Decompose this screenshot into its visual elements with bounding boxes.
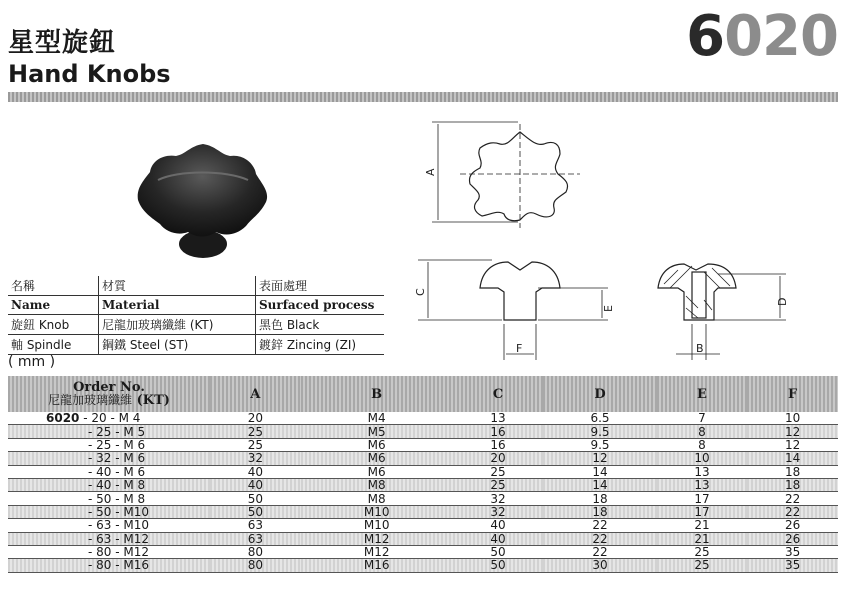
dim-e-cell: 21 bbox=[657, 532, 748, 545]
dim-c-cell: 32 bbox=[453, 505, 544, 518]
col-header-b: B bbox=[301, 376, 453, 412]
dim-b-cell: M8 bbox=[301, 478, 453, 491]
dim-a-cell: 20 bbox=[210, 412, 301, 425]
dim-d-cell: 12 bbox=[543, 452, 656, 465]
table-row bbox=[8, 465, 838, 478]
product-code bbox=[686, 4, 838, 69]
dim-d-cell: 6.5 bbox=[543, 412, 656, 425]
material-cell: 鍍鋅 Zincing (ZI) bbox=[256, 335, 385, 355]
material-header-cell: 表面處理 bbox=[256, 276, 385, 296]
order-suffix: - 40 - M 6 bbox=[88, 464, 146, 479]
material-row bbox=[8, 315, 384, 335]
page-title-cn: 星型旋鈕 bbox=[8, 28, 117, 58]
page-title-en: Hand Knobs bbox=[8, 60, 171, 88]
dim-d-cell: 14 bbox=[543, 465, 656, 478]
knob-photo bbox=[128, 140, 278, 265]
material-header-cell: 材質 bbox=[99, 276, 256, 296]
dim-a-cell: 63 bbox=[210, 532, 301, 545]
dim-e-cell: 25 bbox=[657, 545, 748, 558]
material-cell: 軸 Spindle bbox=[8, 335, 99, 355]
unit-label: ( mm ) bbox=[8, 354, 56, 370]
material-header-cell: Surfaced process bbox=[256, 296, 385, 315]
dim-d-cell: 9.5 bbox=[543, 425, 656, 438]
order-no-cell bbox=[8, 465, 210, 478]
dim-d-cell: 22 bbox=[543, 545, 656, 558]
dim-b-cell: M16 bbox=[301, 559, 453, 572]
order-no-cell bbox=[8, 545, 210, 558]
dim-a-label: A bbox=[424, 168, 437, 176]
table-row bbox=[8, 492, 838, 505]
dim-b-cell: M6 bbox=[301, 438, 453, 451]
col-header-d: D bbox=[543, 376, 656, 412]
dim-c-cell: 40 bbox=[453, 532, 544, 545]
dim-f-cell: 35 bbox=[747, 545, 838, 558]
dim-b-cell: M4 bbox=[301, 412, 453, 425]
order-no-cell bbox=[8, 452, 210, 465]
material-row bbox=[8, 335, 384, 355]
dim-f-cell: 12 bbox=[747, 438, 838, 451]
dim-e-cell: 25 bbox=[657, 559, 748, 572]
dim-e-label: E bbox=[602, 305, 615, 312]
dim-c-cell: 32 bbox=[453, 492, 544, 505]
material-cell: 尼龍加玻璃纖維 (KT) bbox=[99, 315, 256, 335]
technical-drawings bbox=[408, 110, 828, 360]
table-row bbox=[8, 452, 838, 465]
order-no-cell bbox=[8, 492, 210, 505]
material-header-cn bbox=[8, 276, 384, 296]
dim-d-cell: 14 bbox=[543, 478, 656, 491]
dim-a-cell: 40 bbox=[210, 478, 301, 491]
dim-f-cell: 26 bbox=[747, 532, 838, 545]
dim-e-cell: 7 bbox=[657, 412, 748, 425]
dim-f-cell: 26 bbox=[747, 519, 838, 532]
col-header-c: C bbox=[453, 376, 544, 412]
order-no-cell bbox=[8, 425, 210, 438]
dim-b-label: B bbox=[696, 342, 704, 355]
order-suffix: - 40 - M 8 bbox=[88, 478, 146, 493]
table-row bbox=[8, 545, 838, 558]
material-table bbox=[8, 276, 384, 355]
dim-e-cell: 17 bbox=[657, 492, 748, 505]
dim-a-cell: 25 bbox=[210, 425, 301, 438]
dim-b-cell: M10 bbox=[301, 519, 453, 532]
dim-a-cell: 80 bbox=[210, 559, 301, 572]
dim-f-cell: 22 bbox=[747, 505, 838, 518]
dim-d-cell: 18 bbox=[543, 505, 656, 518]
order-prefix: 6020 bbox=[46, 411, 80, 426]
col-header-f: F bbox=[747, 376, 838, 412]
dim-e-cell: 13 bbox=[657, 478, 748, 491]
dim-d-label: D bbox=[776, 297, 789, 306]
order-suffix: - 50 - M10 bbox=[88, 504, 149, 519]
dim-a-cell: 25 bbox=[210, 438, 301, 451]
col-header-a: A bbox=[210, 376, 301, 412]
dim-c-cell: 50 bbox=[453, 545, 544, 558]
order-suffix: - 80 - M12 bbox=[88, 545, 149, 560]
spec-table bbox=[8, 376, 838, 573]
dim-e-cell: 10 bbox=[657, 452, 748, 465]
dim-a-cell: 40 bbox=[210, 465, 301, 478]
order-no-header bbox=[8, 376, 210, 412]
order-no-cell bbox=[8, 438, 210, 451]
dim-b-cell: M6 bbox=[301, 465, 453, 478]
dim-e-cell: 21 bbox=[657, 519, 748, 532]
order-no-header-kt: (KT) bbox=[136, 392, 170, 408]
dim-f-cell: 35 bbox=[747, 559, 838, 572]
table-row bbox=[8, 425, 838, 438]
dim-e-cell: 8 bbox=[657, 425, 748, 438]
order-suffix: - 63 - M12 bbox=[88, 531, 149, 546]
dim-c-cell: 20 bbox=[453, 452, 544, 465]
dim-b-cell: M6 bbox=[301, 452, 453, 465]
order-no-header-en: Order No. bbox=[73, 379, 145, 395]
table-row bbox=[8, 438, 838, 451]
dim-a-cell: 32 bbox=[210, 452, 301, 465]
order-no-cell bbox=[8, 559, 210, 572]
table-row bbox=[8, 519, 838, 532]
dim-b-cell: M12 bbox=[301, 545, 453, 558]
dim-f-cell: 12 bbox=[747, 425, 838, 438]
dim-d-cell: 30 bbox=[543, 559, 656, 572]
dim-d-cell: 18 bbox=[543, 492, 656, 505]
table-row bbox=[8, 505, 838, 518]
dim-f-label: F bbox=[516, 342, 523, 355]
spec-header-row bbox=[8, 376, 838, 412]
dim-d-cell: 22 bbox=[543, 519, 656, 532]
order-no-header-cn: 尼龍加玻璃纖維 bbox=[48, 392, 133, 407]
dim-f-cell: 10 bbox=[747, 412, 838, 425]
order-suffix: - 25 - M 6 bbox=[88, 437, 146, 452]
order-suffix: - 25 - M 5 bbox=[88, 424, 146, 439]
dim-a-cell: 50 bbox=[210, 492, 301, 505]
table-row bbox=[8, 412, 838, 425]
dim-f-cell: 18 bbox=[747, 478, 838, 491]
order-no-cell bbox=[8, 412, 210, 425]
dim-c-cell: 16 bbox=[453, 438, 544, 451]
top-view-outline bbox=[469, 132, 567, 221]
material-cell: 旋鈕 Knob bbox=[8, 315, 99, 335]
material-header-cell: Name bbox=[8, 296, 99, 315]
order-no-cell bbox=[8, 519, 210, 532]
order-suffix: - 20 - M 4 bbox=[83, 411, 141, 426]
dim-a-cell: 80 bbox=[210, 545, 301, 558]
product-code-first: 6 bbox=[686, 4, 725, 69]
dim-e-cell: 8 bbox=[657, 438, 748, 451]
col-header-e: E bbox=[657, 376, 748, 412]
dim-e-cell: 17 bbox=[657, 505, 748, 518]
material-header-en bbox=[8, 296, 384, 315]
dim-b-cell: M10 bbox=[301, 505, 453, 518]
order-suffix: - 63 - M10 bbox=[88, 518, 149, 533]
dim-c-label: C bbox=[414, 288, 427, 296]
dim-c-cell: 25 bbox=[453, 465, 544, 478]
dim-c-cell: 40 bbox=[453, 519, 544, 532]
order-suffix: - 80 - M16 bbox=[88, 558, 149, 573]
dim-b-cell: M12 bbox=[301, 532, 453, 545]
material-cell: 黑色 Black bbox=[256, 315, 385, 335]
dim-b-cell: M5 bbox=[301, 425, 453, 438]
product-code-rest: 020 bbox=[724, 4, 838, 69]
dim-d-cell: 9.5 bbox=[543, 438, 656, 451]
dim-f-cell: 18 bbox=[747, 465, 838, 478]
dim-a-cell: 50 bbox=[210, 505, 301, 518]
material-header-cell: Material bbox=[99, 296, 256, 315]
material-header-cell: 名稱 bbox=[8, 276, 99, 296]
dim-c-cell: 16 bbox=[453, 425, 544, 438]
dim-e-cell: 13 bbox=[657, 465, 748, 478]
order-suffix: - 32 - M 6 bbox=[88, 451, 146, 466]
dim-c-cell: 13 bbox=[453, 412, 544, 425]
header-rule bbox=[8, 92, 838, 102]
order-no-cell bbox=[8, 478, 210, 491]
dim-a-cell: 63 bbox=[210, 519, 301, 532]
dim-c-cell: 25 bbox=[453, 478, 544, 491]
table-row bbox=[8, 559, 838, 572]
order-no-cell bbox=[8, 505, 210, 518]
dim-f-cell: 22 bbox=[747, 492, 838, 505]
order-suffix: - 50 - M 8 bbox=[88, 491, 146, 506]
table-row bbox=[8, 478, 838, 491]
dim-b-cell: M8 bbox=[301, 492, 453, 505]
spec-body bbox=[8, 412, 838, 572]
dim-c-cell: 50 bbox=[453, 559, 544, 572]
order-no-cell bbox=[8, 532, 210, 545]
table-row bbox=[8, 532, 838, 545]
material-cell: 鋼鐵 Steel (ST) bbox=[99, 335, 256, 355]
dim-d-cell: 22 bbox=[543, 532, 656, 545]
side-view-outline bbox=[480, 262, 560, 320]
dim-f-cell: 14 bbox=[747, 452, 838, 465]
